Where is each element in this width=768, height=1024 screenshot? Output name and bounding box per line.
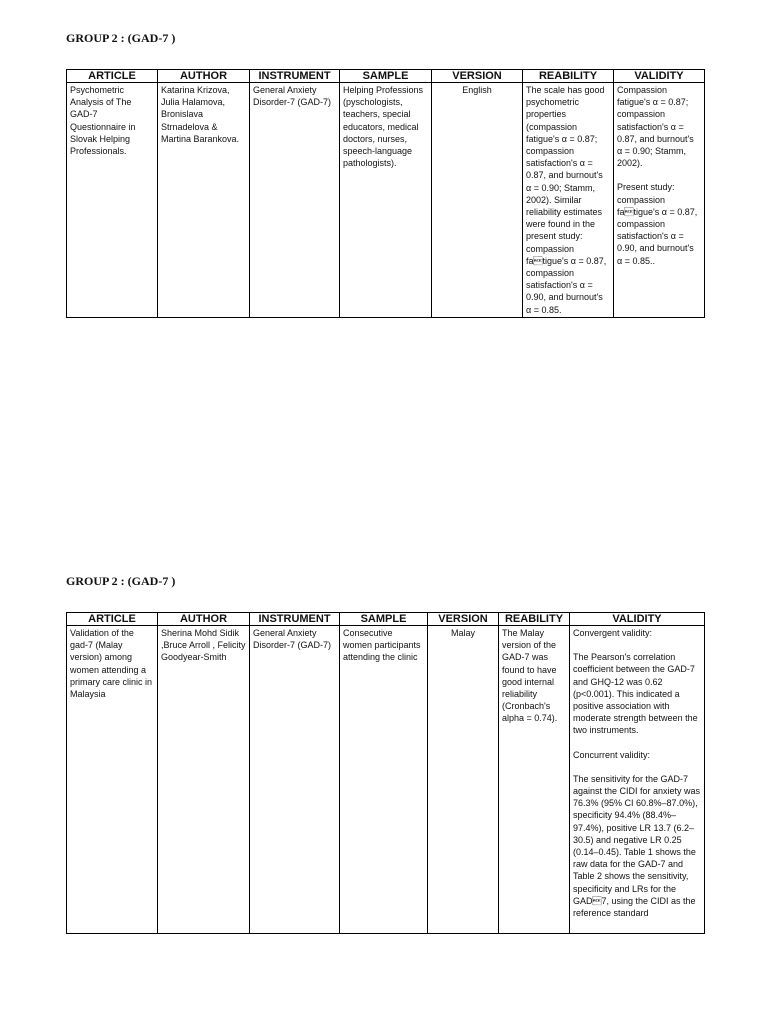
cell-sample: Consecutive women participants attending the clinic bbox=[340, 626, 428, 934]
cell-reliability: The scale has good psychometric properties (compassion fatigue's α = 0.87; compassion satisfaction's α = 0.87, and burnout's α = 0.90; Stamm, 2002). Similar reliability estimates were found in the present study: compassion fatigue's α = 0.87, compassion satisfaction's α = 0.90, and burnout's α = 0.85. bbox=[523, 83, 614, 318]
validity-paragraph: Compassion fatigue's α = 0.87; compassion satisfaction's α = 0.87, and burnout's α = 0.90; Stamm, 2002). bbox=[617, 85, 694, 169]
header-sample: SAMPLE bbox=[340, 70, 432, 83]
header-article: ARTICLE bbox=[67, 613, 158, 626]
cell-article: Validation of the gad-7 (Malay version) among women attending a primary care clinic in Malaysia bbox=[67, 626, 158, 934]
cell-validity bbox=[570, 626, 705, 934]
header-author: AUTHOR bbox=[158, 70, 250, 83]
cell-instrument: General Anxiety Disorder-7 (GAD-7) bbox=[250, 626, 340, 934]
validity-paragraph: Convergent validity: bbox=[573, 628, 653, 638]
review-table bbox=[66, 612, 705, 934]
cell-author: Katarina Krizova, Julia Halamova, Bronislava Strnadelova & Martina Barankova. bbox=[158, 83, 250, 318]
table-row bbox=[67, 83, 705, 318]
validity-paragraph: Concurrent validity: bbox=[573, 749, 651, 760]
header-reliability: REABILITY bbox=[523, 70, 614, 83]
header-version: VERSION bbox=[432, 70, 523, 83]
review-table bbox=[66, 69, 705, 318]
table-row bbox=[67, 626, 705, 934]
header-article: ARTICLE bbox=[67, 70, 158, 83]
header-version: VERSION bbox=[428, 613, 499, 626]
cell-article: Psychometric Analysis of The GAD-7 Questionnaire in Slovak Helping Professionals. bbox=[67, 83, 158, 318]
table-header-row bbox=[67, 613, 705, 626]
group-title: GROUP 2 : (GAD-7 ) bbox=[66, 31, 176, 45]
header-author: AUTHOR bbox=[158, 613, 250, 626]
header-reliability: REABILITY bbox=[499, 613, 570, 626]
cell-author: Sherina Mohd Sidik ,Bruce Arroll , Felicity Goodyear-Smith bbox=[158, 626, 250, 934]
validity-paragraph: The Pearson's correlation coefficient between the GAD-7 and GHQ-12 was 0.62 (p<0.001). This indicated a positive association with moderate strength between the two instruments. bbox=[573, 652, 698, 736]
header-validity: VALIDITY bbox=[614, 70, 705, 83]
cell-version: Malay bbox=[428, 626, 499, 934]
cell-sample: Helping Professions (pyschologists, teachers, special educators, medical doctors, nurses, speech-language pathologists). bbox=[340, 83, 432, 318]
header-instrument: INSTRUMENT bbox=[250, 613, 340, 626]
table-header-row bbox=[67, 70, 705, 83]
validity-paragraph: The sensitivity for the GAD-7 against the CIDI for anxiety was 76.3% (95% CI 60.8%–87.0%), specificity 94.4% (88.4%–97.4%), positive LR 13.7 (6.2–30.5) and negative LR 0.25 (0.14–0.45). Table 1 shows the raw data for the GAD-7 and Table 2 shows the sensitivity, specificity and LRs for the GAD7, using the CIDI as the reference standard bbox=[573, 773, 701, 919]
group-title: GROUP 2 : (GAD-7 ) bbox=[66, 574, 176, 588]
cell-version: English bbox=[432, 83, 523, 318]
header-validity: VALIDITY bbox=[570, 613, 705, 626]
validity-paragraph: Present study: compassion fatigue's α = 0.87, compassion satisfaction's α = 0.90, and burnout's α = 0.85.. bbox=[617, 182, 698, 266]
cell-instrument: General Anxiety Disorder-7 (GAD-7) bbox=[250, 83, 340, 318]
header-instrument: INSTRUMENT bbox=[250, 70, 340, 83]
header-sample: SAMPLE bbox=[340, 613, 428, 626]
cell-reliability: The Malay version of the GAD-7 was found to have good internal reliability (Cronbach's alpha = 0.74). bbox=[499, 626, 570, 934]
cell-validity bbox=[614, 83, 705, 318]
